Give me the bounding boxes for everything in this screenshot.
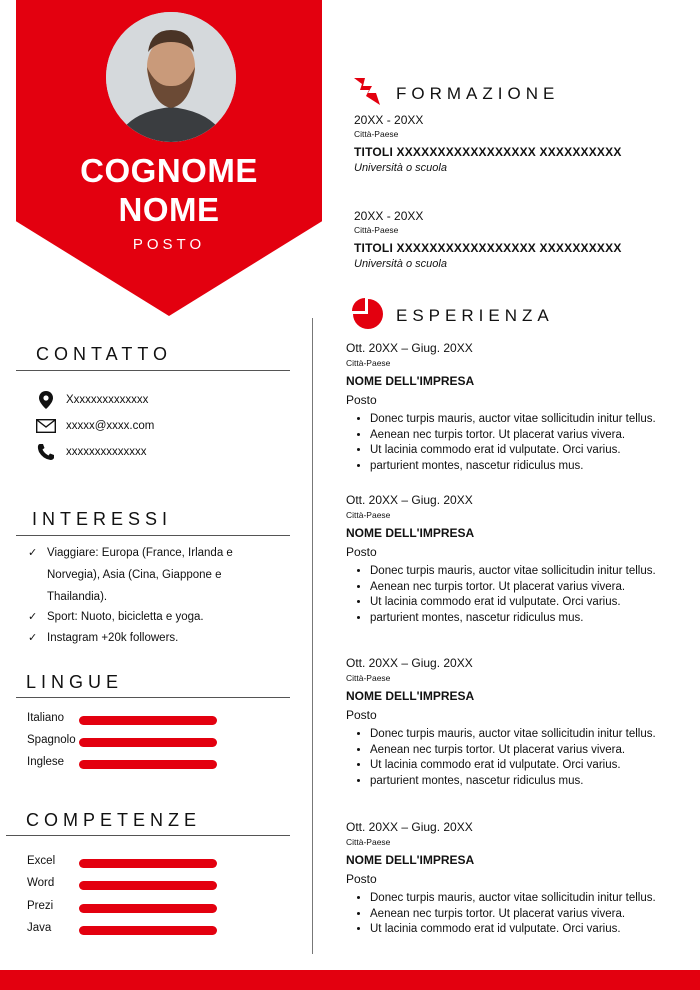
- pie-chart-icon: [352, 298, 384, 335]
- job-dates: Ott. 20XX – Giug. 20XX: [346, 493, 473, 507]
- bullet-item: • Donec turpis mauris, auctor vitae sollicitudin initur tellus.: [370, 891, 676, 907]
- job-bullets: [346, 727, 676, 789]
- job-position: Posto: [346, 545, 377, 559]
- contact-phone: xxxxxxxxxxxxxx: [66, 446, 147, 458]
- language-row: [27, 755, 227, 775]
- interests-title: INTERESSI: [32, 509, 173, 529]
- education-city: Città-Paese: [354, 129, 399, 139]
- skill-label: Word: [27, 877, 55, 889]
- skill-level-bar: [79, 904, 217, 913]
- education-city: Città-Paese: [354, 225, 399, 235]
- skill-level-bar: [79, 881, 217, 890]
- company-name: NOME DELL'IMPRESA: [346, 374, 475, 388]
- job-city: Città-Paese: [346, 510, 391, 520]
- experience-entry: [346, 493, 676, 626]
- bullet-item: • Ut lacinia commodo erat id vulputate. Orci varius.: [370, 595, 676, 611]
- job-position: Posto: [346, 708, 377, 722]
- job-title: POSTO: [132, 236, 206, 253]
- bullet-item: • parturient montes, nascetur ridiculus mus.: [370, 774, 676, 790]
- surname: COGNOME: [80, 152, 258, 189]
- phone-icon: [34, 442, 58, 462]
- experience-entry: [346, 341, 676, 474]
- language-row: [27, 711, 227, 731]
- bullet-item: • parturient montes, nascetur ridiculus mus.: [370, 459, 676, 475]
- bullet-item: • Donec turpis mauris, auctor vitae sollicitudin initur tellus.: [370, 727, 676, 743]
- job-bullets: [346, 564, 676, 626]
- bullet-item: • Aenean nec turpis tortor. Ut placerat varius vivera.: [370, 428, 676, 444]
- job-city: Città-Paese: [346, 358, 391, 368]
- experience-title: ESPERIENZA: [396, 306, 554, 325]
- education-school: Università o scuola: [354, 258, 447, 270]
- bullet-item: • Ut lacinia commodo erat id vulputate. Orci varius.: [370, 922, 676, 938]
- bullet-item: • parturient montes, nascetur ridiculus mus.: [370, 611, 676, 627]
- skill-label: Prezi: [27, 900, 54, 912]
- envelope-icon: [34, 416, 58, 436]
- education-years: 20XX - 20XX: [354, 209, 424, 223]
- language-label: Spagnolo: [27, 734, 76, 746]
- education-entry: [354, 209, 674, 270]
- skill-row: [27, 921, 227, 941]
- company-name: NOME DELL'IMPRESA: [346, 526, 475, 540]
- language-label: Inglese: [27, 756, 65, 768]
- bullet-item: • Ut lacinia commodo erat id vulputate. Orci varius.: [370, 758, 676, 774]
- profile-photo: [106, 12, 236, 142]
- language-level-bar: [79, 738, 217, 747]
- languages-divider: [16, 697, 290, 698]
- company-name: NOME DELL'IMPRESA: [346, 853, 475, 867]
- language-label: Italiano: [27, 712, 65, 724]
- job-bullets: [346, 412, 676, 474]
- check-icon: ✓: [28, 547, 38, 559]
- check-icon: ✓: [28, 611, 38, 623]
- contact-item: [34, 416, 154, 436]
- language-level-bar: [79, 716, 217, 725]
- contact-divider: [16, 370, 290, 371]
- education-school: Università o scuola: [354, 162, 447, 174]
- lightning-icon: [352, 76, 382, 111]
- skill-label: Excel: [27, 855, 56, 867]
- check-icon: ✓: [28, 632, 38, 644]
- job-bullets: [346, 891, 676, 938]
- languages-title: LINGUE: [26, 672, 124, 692]
- interests-divider: [16, 535, 290, 536]
- bullet-item: • Donec turpis mauris, auctor vitae sollicitudin initur tellus.: [370, 412, 676, 428]
- education-title: FORMAZIONE: [396, 84, 560, 103]
- footer-bar: [0, 970, 700, 990]
- skill-row: [27, 876, 227, 896]
- job-position: Posto: [346, 872, 377, 886]
- column-divider: [312, 318, 313, 954]
- bullet-item: • Donec turpis mauris, auctor vitae sollicitudin initur tellus.: [370, 564, 676, 580]
- skills-divider: [6, 835, 290, 836]
- bullet-item: • Aenean nec turpis tortor. Ut placerat varius vivera.: [370, 907, 676, 923]
- skill-level-bar: [79, 926, 217, 935]
- job-position: Posto: [346, 393, 377, 407]
- contact-item: [34, 390, 148, 410]
- contact-address: Xxxxxxxxxxxxxx: [66, 394, 149, 406]
- location-pin-icon: [34, 390, 58, 410]
- skill-row: [27, 854, 227, 874]
- first-name: NOME: [118, 191, 220, 228]
- language-level-bar: [79, 760, 217, 769]
- experience-entry: [346, 656, 676, 789]
- contact-title: CONTATTO: [36, 344, 172, 364]
- job-dates: Ott. 20XX – Giug. 20XX: [346, 820, 473, 834]
- job-dates: Ott. 20XX – Giug. 20XX: [346, 341, 473, 355]
- company-name: NOME DELL'IMPRESA: [346, 689, 475, 703]
- language-row: [27, 733, 227, 753]
- bullet-item: • Ut lacinia commodo erat id vulputate. Orci varius.: [370, 443, 676, 459]
- bullet-item: • Aenean nec turpis tortor. Ut placerat varius vivera.: [370, 743, 676, 759]
- bullet-item: • Aenean nec turpis tortor. Ut placerat varius vivera.: [370, 580, 676, 596]
- education-entry: [354, 113, 674, 174]
- skill-level-bar: [79, 859, 217, 868]
- contact-email: xxxxx@xxxx.com: [66, 420, 155, 432]
- interest-item: ✓ Instagram +20k followers.: [28, 627, 278, 649]
- skill-label: Java: [27, 922, 52, 934]
- education-degree: TITOLI XXXXXXXXXXXXXXXXX XXXXXXXXXX: [354, 145, 622, 159]
- interest-item: ✓ Sport: Nuoto, bicicletta e yoga.: [28, 606, 278, 628]
- job-city: Città-Paese: [346, 837, 391, 847]
- job-dates: Ott. 20XX – Giug. 20XX: [346, 656, 473, 670]
- education-degree: TITOLI XXXXXXXXXXXXXXXXX XXXXXXXXXX: [354, 241, 622, 255]
- interest-item: ✓ Viaggiare: Europa (France, Irlanda e Norvegia), Asia (Cina, Giappone e Thailandia).: [28, 542, 278, 608]
- experience-entry: [346, 820, 676, 938]
- job-city: Città-Paese: [346, 673, 391, 683]
- skills-title: COMPETENZE: [26, 810, 202, 830]
- contact-item: [34, 442, 147, 462]
- education-years: 20XX - 20XX: [354, 113, 424, 127]
- skill-row: [27, 899, 227, 919]
